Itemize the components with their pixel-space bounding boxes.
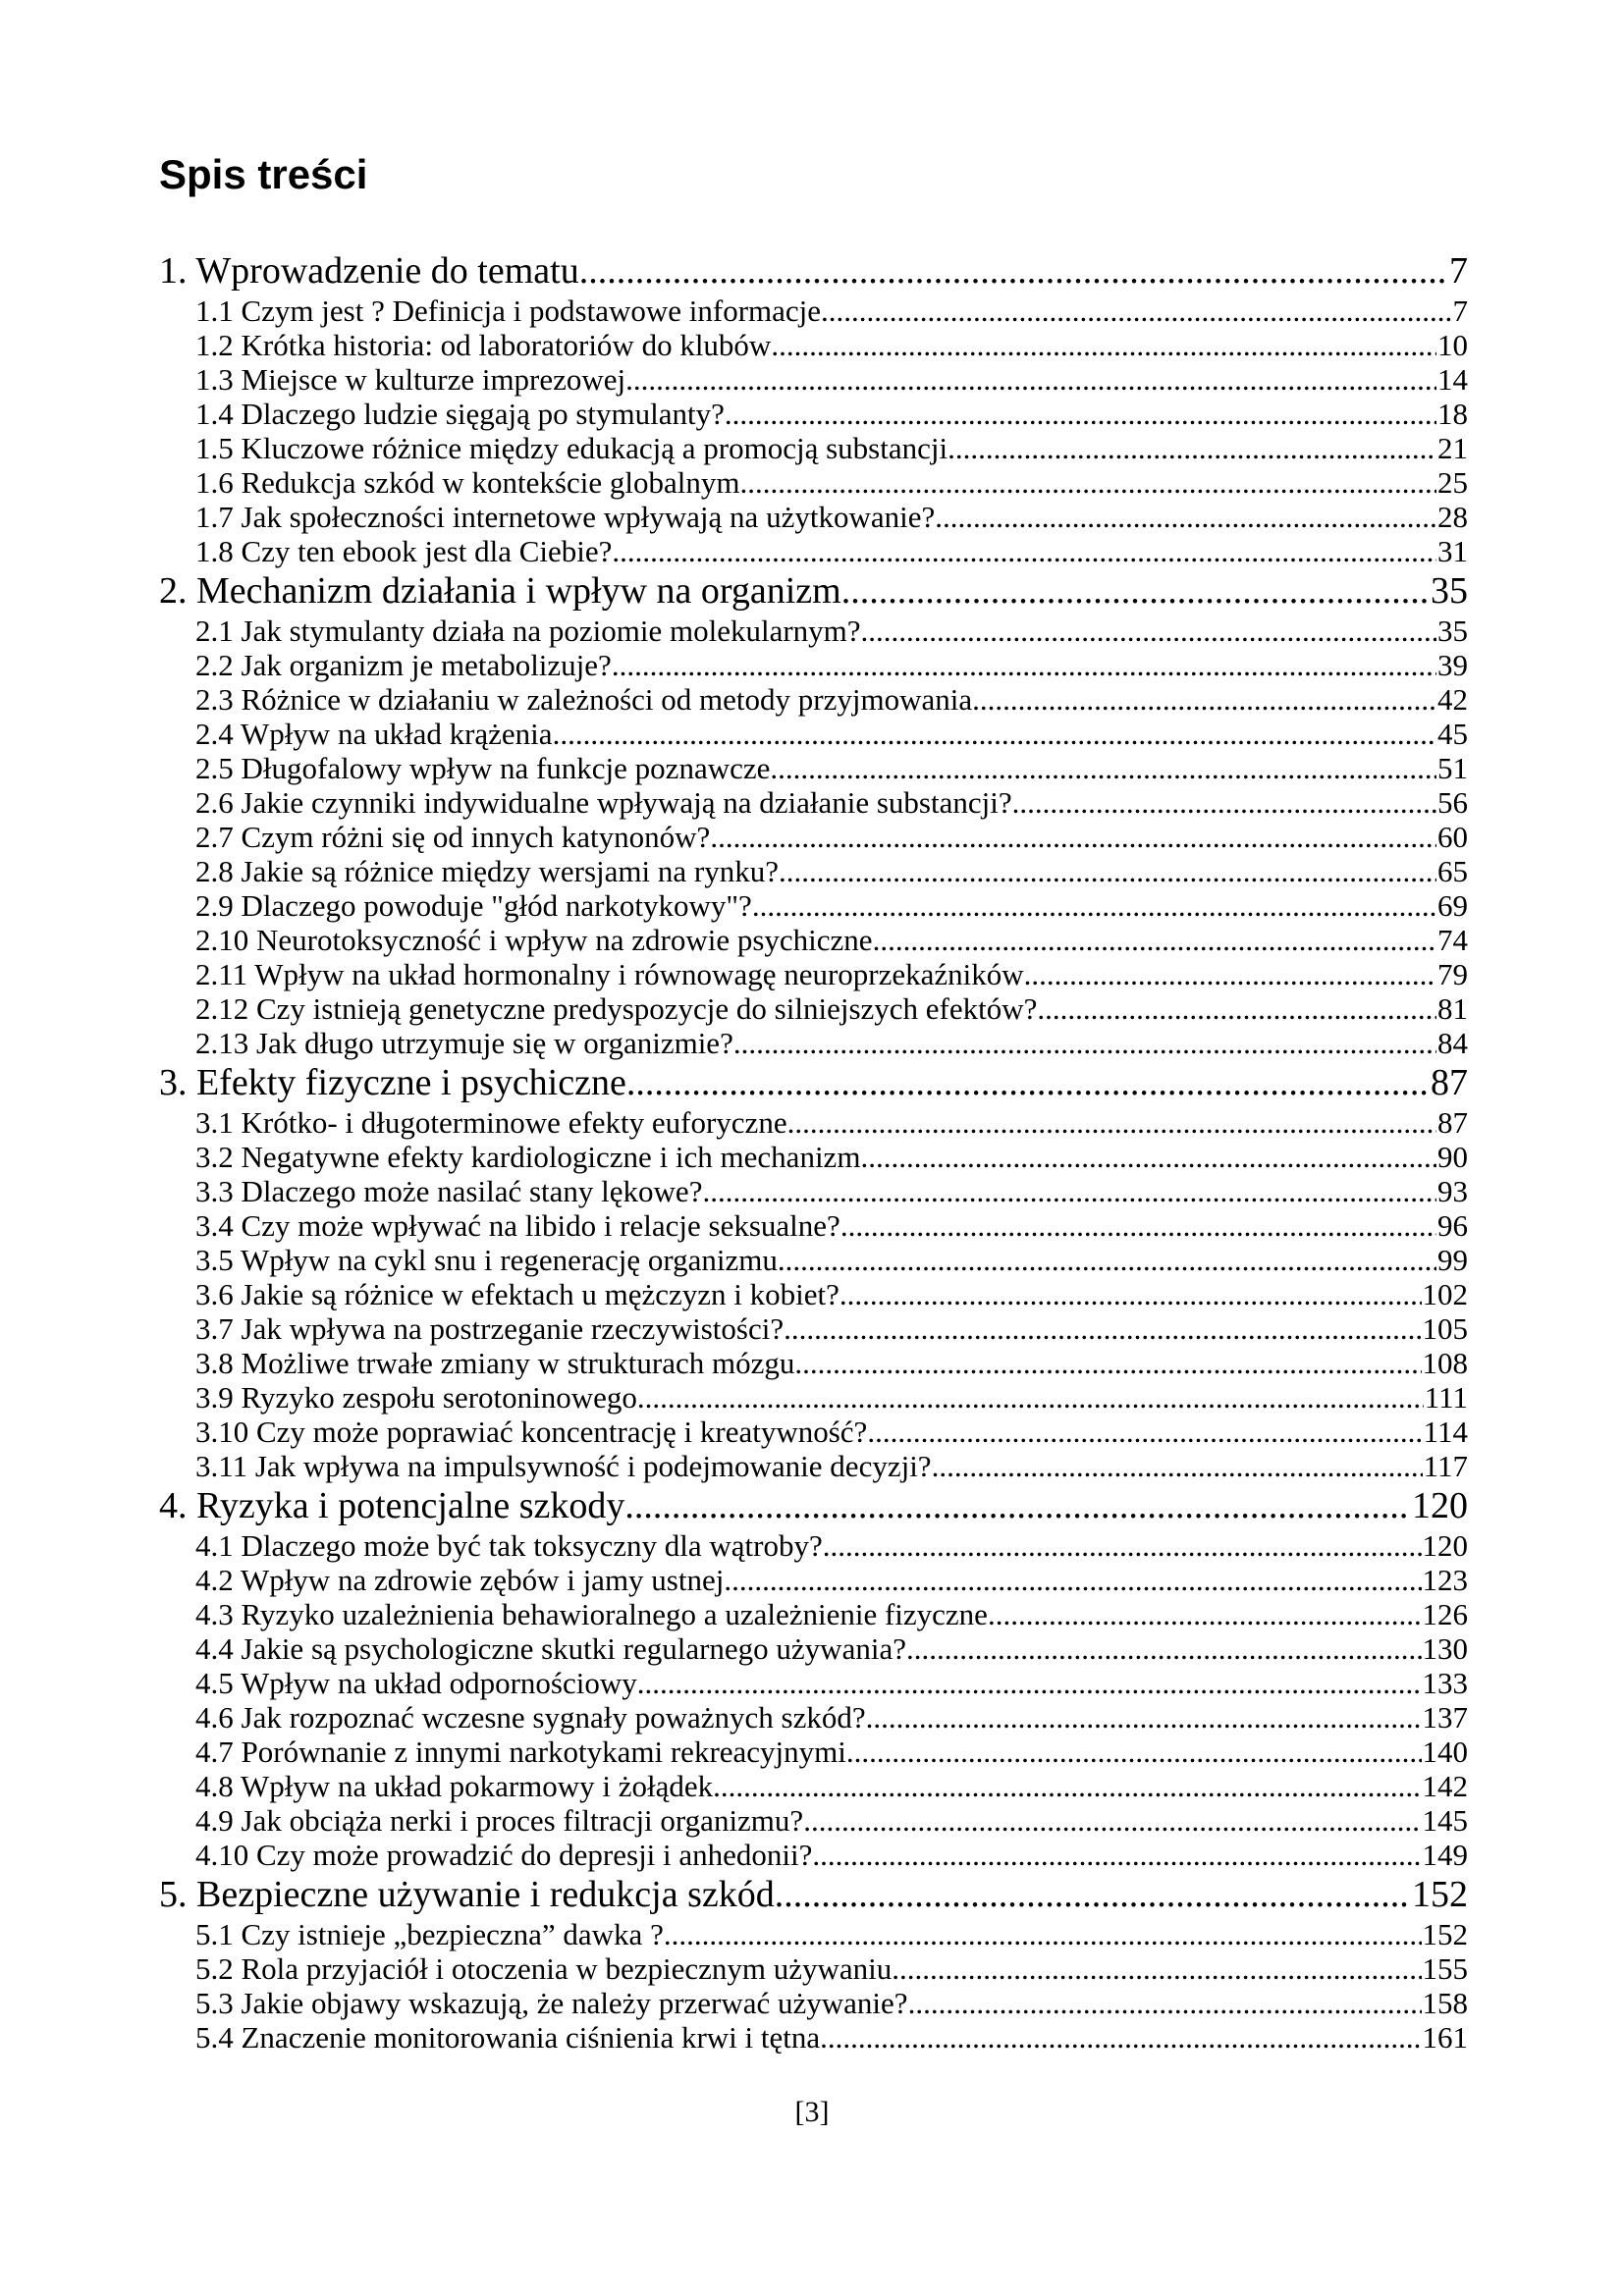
- toc-entry-label: 1.7 Jak społeczności internetowe wpływają na użytkowanie?: [195, 500, 936, 534]
- toc-sub-row[interactable]: [159, 1380, 1468, 1415]
- toc-sub-row[interactable]: [159, 751, 1468, 785]
- toc-entry-label: 4.8 Wpływ na układ pokarmowy i żołądek: [195, 1769, 714, 1803]
- toc-sub-row[interactable]: [159, 1346, 1468, 1380]
- dot-leader: [702, 1174, 1436, 1208]
- toc-sub-row[interactable]: [159, 1803, 1468, 1838]
- toc-sub-row[interactable]: [159, 1311, 1468, 1346]
- dot-leader: [770, 751, 1436, 785]
- toc-entry-label: 4.10 Czy może prowadzić do depresji i anhedonii?: [195, 1838, 813, 1872]
- dot-leader: [739, 465, 1436, 500]
- dot-leader: [710, 820, 1436, 854]
- toc-sub-row[interactable]: [159, 820, 1468, 854]
- toc-sub-row[interactable]: [159, 1174, 1468, 1208]
- toc-entry-page: 120: [1422, 1528, 1468, 1563]
- dot-leader: [664, 1917, 1422, 1951]
- dot-leader: [771, 328, 1436, 362]
- toc-entry-page: 14: [1437, 362, 1468, 397]
- dot-leader: [892, 1951, 1421, 1986]
- dot-leader: [823, 1528, 1422, 1563]
- toc-entry-page: 18: [1437, 397, 1468, 431]
- toc-entry-page: 56: [1437, 785, 1468, 820]
- toc-entry-label: 4.7 Porównanie z innymi narkotykami rekreacyjnymi: [195, 1735, 846, 1769]
- toc-entry-page: 21: [1437, 431, 1468, 465]
- toc-entry-label: 4.6 Jak rozpoznać wczesne sygnały poważnych szkód?: [195, 1700, 866, 1735]
- toc-entry-label: 2.1 Jak stymulanty działa na poziomie molekularnym?: [195, 614, 861, 648]
- toc-sub-row[interactable]: [159, 1597, 1468, 1631]
- toc-entry-page: 25: [1437, 465, 1468, 500]
- toc-sub-row[interactable]: [159, 682, 1468, 717]
- toc-entry-label: 4. Ryzyka i potencjalne szkody: [159, 1485, 625, 1526]
- dot-leader: [906, 1631, 1422, 1666]
- dot-leader: [841, 568, 1430, 614]
- toc-sub-row[interactable]: [159, 397, 1468, 431]
- page-title: Spis treści: [159, 151, 368, 197]
- toc-entry-page: 155: [1422, 1951, 1468, 1986]
- toc-entry-label: 3.10 Czy może poprawiać koncentrację i kreatywność?: [195, 1415, 868, 1449]
- dot-leader: [1012, 785, 1436, 820]
- toc-sub-row[interactable]: [159, 1105, 1468, 1140]
- dot-leader: [947, 431, 1436, 465]
- toc-entry-label: 2.13 Jak długo utrzymuje się w organizmie?: [195, 1026, 733, 1060]
- toc-entry-page: 99: [1437, 1243, 1468, 1277]
- dot-leader: [794, 1346, 1421, 1380]
- dot-leader: [784, 1311, 1421, 1346]
- dot-leader: [873, 923, 1436, 957]
- toc-entry-label: 1.2 Krótka historia: od laboratoriów do klubów: [195, 328, 772, 362]
- toc-entry-page: 35: [1431, 570, 1468, 612]
- toc-entry-page: 111: [1424, 1380, 1468, 1415]
- toc-entry-label: 2.4 Wpływ na układ krążenia: [195, 717, 553, 751]
- toc-entry-label: 3.11 Jak wpływa na impulsywność i podejmowanie decyzji?: [195, 1449, 932, 1483]
- toc-entry-page: 123: [1422, 1563, 1468, 1597]
- dot-leader: [812, 1838, 1421, 1872]
- toc-sub-row[interactable]: [159, 1838, 1468, 1872]
- toc-entry-page: 35: [1437, 614, 1468, 648]
- toc-sub-row[interactable]: [159, 500, 1468, 534]
- toc-entry-label: 2.5 Długofalowy wpływ na funkcje poznawcze: [195, 751, 771, 785]
- toc-entry-label: 1.8 Czy ten ebook jest dla Ciebie?: [195, 534, 613, 568]
- dot-leader: [733, 1026, 1436, 1060]
- toc-entry-label: 3. Efekty fizyczne i psychiczne: [159, 1062, 626, 1103]
- toc-entry-page: 126: [1422, 1597, 1468, 1631]
- toc-entry-label: 5.4 Znaczenie monitorowania ciśnienia krwi i tętna: [195, 2020, 821, 2055]
- dot-leader: [821, 294, 1451, 328]
- toc-entry-label: 3.3 Dlaczego może nasilać stany lękowe?: [195, 1174, 703, 1208]
- dot-leader: [724, 1563, 1421, 1597]
- dot-leader: [626, 1060, 1430, 1105]
- toc-sub-row[interactable]: [159, 431, 1468, 465]
- dot-leader: [778, 1243, 1436, 1277]
- toc-entry-page: 60: [1437, 820, 1468, 854]
- toc-sub-row[interactable]: [159, 1449, 1468, 1483]
- toc-entry-page: 7: [1452, 294, 1468, 328]
- toc-entry-label: 1.3 Miejsce w kulturze imprezowej: [195, 362, 626, 397]
- dot-leader: [839, 1277, 1422, 1311]
- dot-leader: [867, 1415, 1422, 1449]
- toc-sub-row[interactable]: [159, 1700, 1468, 1735]
- dot-leader: [935, 500, 1436, 534]
- dot-leader: [846, 1735, 1422, 1769]
- dot-leader: [612, 648, 1436, 682]
- toc-entry-page: 161: [1422, 2020, 1468, 2055]
- toc-entry-page: 152: [1422, 1917, 1468, 1951]
- dot-leader: [624, 1483, 1411, 1528]
- dot-leader: [861, 614, 1436, 648]
- toc-sub-row[interactable]: [159, 1277, 1468, 1311]
- toc-entry-label: 3.5 Wpływ na cykl snu i regenerację organizmu: [195, 1243, 778, 1277]
- toc-sub-row[interactable]: [159, 294, 1468, 328]
- toc-entry-label: 4.4 Jakie są psychologiczne skutki regularnego używania?: [195, 1631, 906, 1666]
- toc-entry-label: 2.2 Jak organizm je metabolizuje?: [195, 648, 612, 682]
- dot-leader: [803, 1803, 1421, 1838]
- toc-chapter-row[interactable]: [159, 1872, 1468, 1917]
- dot-leader: [1037, 991, 1436, 1026]
- toc-entry-label: 4.3 Ryzyko uzależnienia behawioralnego a uzależnienie fizyczne: [195, 1597, 988, 1631]
- toc-sub-row[interactable]: [159, 1631, 1468, 1666]
- toc-sub-row[interactable]: [159, 991, 1468, 1026]
- toc-entry-page: 28: [1437, 500, 1468, 534]
- toc-chapter-row[interactable]: [159, 568, 1468, 614]
- toc-sub-row[interactable]: [159, 1026, 1468, 1060]
- toc-sub-row[interactable]: [159, 614, 1468, 648]
- toc-entry-label: 3.9 Ryzyko zespołu serotoninowego: [195, 1380, 637, 1415]
- dot-leader: [820, 2020, 1421, 2055]
- toc-entry-label: 4.1 Dlaczego może być tak toksyczny dla wątroby?: [195, 1528, 823, 1563]
- toc-sub-row[interactable]: [159, 1769, 1468, 1803]
- toc-entry-page: 120: [1412, 1485, 1468, 1526]
- toc-entry-label: 2. Mechanizm działania i wpływ na organizm: [159, 570, 841, 612]
- toc-sub-row[interactable]: [159, 888, 1468, 923]
- toc-entry-page: 39: [1437, 648, 1468, 682]
- toc-entry-page: 102: [1422, 1277, 1468, 1311]
- dot-leader: [988, 1597, 1422, 1631]
- toc-entry-label: 1.1 Czym jest ? Definicja i podstawowe informacje: [195, 294, 822, 328]
- dot-leader: [860, 1140, 1436, 1174]
- toc-entry-page: 142: [1422, 1769, 1468, 1803]
- toc-sub-row[interactable]: [159, 854, 1468, 888]
- toc-entry-page: 31: [1437, 534, 1468, 568]
- toc-entry-page: 10: [1437, 328, 1468, 362]
- toc-entry-label: 3.2 Negatywne efekty kardiologiczne i ich mechanizm: [195, 1140, 861, 1174]
- dot-leader: [625, 362, 1436, 397]
- toc-sub-row[interactable]: [159, 1735, 1468, 1769]
- toc-entry-label: 1.6 Redukcja szkód w kontekście globalnym: [195, 465, 740, 500]
- toc-sub-row[interactable]: [159, 648, 1468, 682]
- toc-sub-row[interactable]: [159, 1140, 1468, 1174]
- toc-entry-page: 145: [1422, 1803, 1468, 1838]
- toc-entry-label: 2.7 Czym różni się od innych katynonów?: [195, 820, 711, 854]
- toc-entry-page: 51: [1437, 751, 1468, 785]
- toc-sub-row[interactable]: [159, 1563, 1468, 1597]
- toc-chapter-row[interactable]: [159, 1483, 1468, 1528]
- toc-entry-label: 3.7 Jak wpływa na postrzeganie rzeczywistości?: [195, 1311, 785, 1346]
- toc-entry-page: 84: [1437, 1026, 1468, 1060]
- toc-entry-page: 149: [1422, 1838, 1468, 1872]
- page-number-footer: [3]: [794, 2096, 830, 2128]
- toc-entry-label: 5. Bezpieczne używanie i redukcja szkód: [159, 1874, 775, 1915]
- toc-entry-label: 4.9 Jak obciąża nerki i proces filtracji organizmu?: [195, 1803, 804, 1838]
- dot-leader: [553, 717, 1436, 751]
- dot-leader: [775, 1872, 1411, 1917]
- toc-sub-row[interactable]: [159, 328, 1468, 362]
- dot-leader: [866, 1700, 1422, 1735]
- dot-leader: [612, 534, 1436, 568]
- toc-entry-page: 7: [1449, 250, 1468, 292]
- toc-entry-page: 152: [1412, 1874, 1468, 1915]
- dot-leader: [972, 682, 1436, 717]
- dot-leader: [908, 1986, 1422, 2020]
- toc-entry-label: 3.4 Czy może wpływać na libido i relacje seksualne?: [195, 1208, 840, 1243]
- toc-entry-page: 65: [1437, 854, 1468, 888]
- toc-sub-row[interactable]: [159, 1243, 1468, 1277]
- dot-leader: [840, 1208, 1436, 1243]
- toc-entry-label: 4.5 Wpływ na układ odpornościowy: [195, 1666, 637, 1700]
- toc-entry-label: 4.2 Wpływ na zdrowie zębów i jamy ustnej: [195, 1563, 725, 1597]
- dot-leader: [713, 1769, 1421, 1803]
- toc-entry-label: 3.6 Jakie są różnice w efektach u mężczyzn i kobiet?: [195, 1277, 839, 1311]
- dot-leader: [752, 888, 1436, 923]
- toc-sub-row[interactable]: [159, 785, 1468, 820]
- dot-leader: [579, 248, 1448, 294]
- toc-entry-label: 1. Wprowadzenie do tematu: [159, 250, 579, 292]
- toc-chapter-row[interactable]: [159, 1060, 1468, 1105]
- toc-sub-row[interactable]: [159, 534, 1468, 568]
- page-content: [159, 0, 1468, 2055]
- toc-entry-label: 3.8 Możliwe trwałe zmiany w strukturach mózgu: [195, 1346, 795, 1380]
- table-of-contents: [159, 248, 1468, 2055]
- toc-entry-label: 5.1 Czy istnieje „bezpieczna” dawka ?: [195, 1917, 664, 1951]
- toc-sub-row[interactable]: [159, 1528, 1468, 1563]
- toc-sub-row[interactable]: [159, 1415, 1468, 1449]
- toc-entry-label: 2.10 Neurotoksyczność i wpływ na zdrowie psychiczne: [195, 923, 873, 957]
- dot-leader: [637, 1666, 1422, 1700]
- toc-entry-page: 130: [1422, 1631, 1468, 1666]
- toc-entry-label: 2.9 Dlaczego powoduje "głód narkotykowy"?: [195, 888, 752, 923]
- toc-sub-row[interactable]: [159, 362, 1468, 397]
- dot-leader: [725, 397, 1436, 431]
- toc-entry-label: 2.12 Czy istnieją genetyczne predyspozycje do silniejszych efektów?: [195, 991, 1038, 1026]
- toc-entry-page: 74: [1437, 923, 1468, 957]
- toc-entry-page: 69: [1437, 888, 1468, 923]
- toc-entry-label: 3.1 Krótko- i długoterminowe efekty euforyczne: [195, 1105, 787, 1140]
- dot-leader: [1024, 957, 1436, 991]
- toc-entry-page: 105: [1422, 1311, 1468, 1346]
- toc-entry-page: 93: [1437, 1174, 1468, 1208]
- toc-entry-page: 133: [1422, 1666, 1468, 1700]
- toc-entry-page: 42: [1437, 682, 1468, 717]
- toc-entry-page: 140: [1422, 1735, 1468, 1769]
- toc-entry-label: 1.5 Kluczowe różnice między edukacją a promocją substancji: [195, 431, 948, 465]
- toc-entry-page: 117: [1423, 1449, 1468, 1483]
- toc-entry-page: 90: [1437, 1140, 1468, 1174]
- toc-entry-page: 137: [1422, 1700, 1468, 1735]
- toc-entry-label: 2.8 Jakie są różnice między wersjami na rynku?: [195, 854, 779, 888]
- toc-entry-label: 2.11 Wpływ na układ hormonalny i równowagę neuroprzekaźników: [195, 957, 1024, 991]
- toc-entry-page: 158: [1422, 1986, 1468, 2020]
- toc-entry-label: 2.3 Różnice w działaniu w zależności od metody przyjmowania: [195, 682, 973, 717]
- dot-leader: [787, 1105, 1436, 1140]
- toc-entry-page: 108: [1422, 1346, 1468, 1380]
- toc-entry-page: 87: [1437, 1105, 1468, 1140]
- toc-sub-row[interactable]: [159, 1917, 1468, 1951]
- toc-sub-row[interactable]: [159, 1986, 1468, 2020]
- toc-entry-page: 79: [1437, 957, 1468, 991]
- toc-sub-row[interactable]: [159, 1951, 1468, 1986]
- toc-sub-row[interactable]: [159, 717, 1468, 751]
- toc-sub-row[interactable]: [159, 2020, 1468, 2055]
- toc-entry-page: 96: [1437, 1208, 1468, 1243]
- toc-sub-row[interactable]: [159, 1208, 1468, 1243]
- dot-leader: [932, 1449, 1423, 1483]
- dot-leader: [779, 854, 1436, 888]
- toc-entry-page: 81: [1437, 991, 1468, 1026]
- toc-entry-label: 1.4 Dlaczego ludzie sięgają po stymulanty?: [195, 397, 725, 431]
- toc-entry-label: 2.6 Jakie czynniki indywidualne wpływają na działanie substancji?: [195, 785, 1012, 820]
- toc-entry-label: 5.3 Jakie objawy wskazują, że należy przerwać używanie?: [195, 1986, 908, 2020]
- toc-entry-page: 114: [1423, 1415, 1468, 1449]
- dot-leader: [637, 1380, 1424, 1415]
- toc-chapter-row[interactable]: [159, 248, 1468, 294]
- toc-entry-page: 87: [1431, 1062, 1468, 1103]
- toc-entry-page: 45: [1437, 717, 1468, 751]
- toc-sub-row[interactable]: [159, 923, 1468, 957]
- toc-sub-row[interactable]: [159, 957, 1468, 991]
- toc-sub-row[interactable]: [159, 465, 1468, 500]
- toc-sub-row[interactable]: [159, 1666, 1468, 1700]
- toc-entry-label: 5.2 Rola przyjaciół i otoczenia w bezpiecznym używaniu: [195, 1951, 893, 1986]
